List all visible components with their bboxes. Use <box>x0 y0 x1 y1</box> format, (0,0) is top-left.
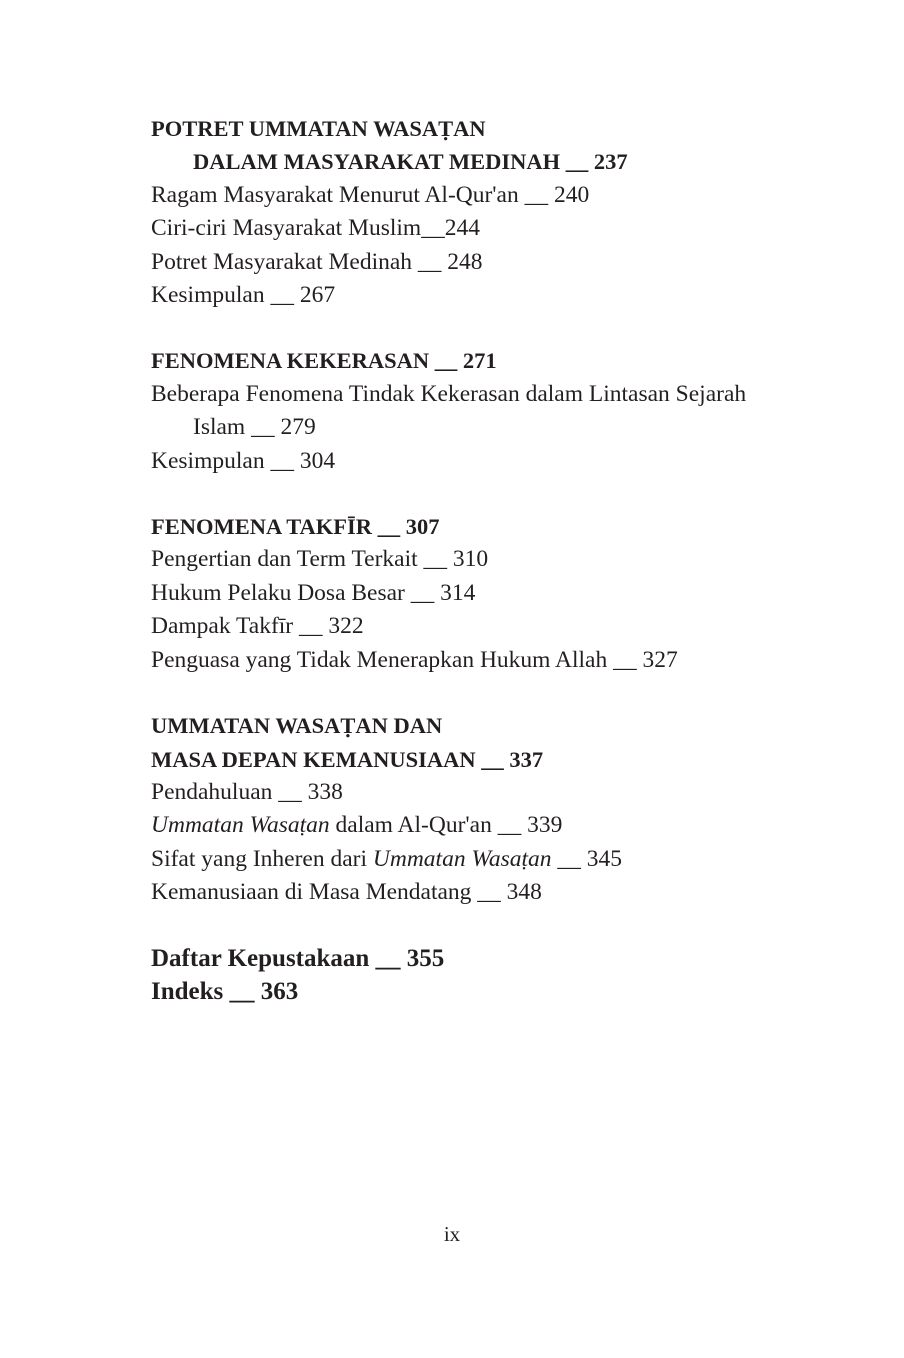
page-number: ix <box>443 1222 461 1246</box>
toc-entry: Hukum Pelaku Dosa Besar __ 314 <box>151 579 476 606</box>
toc-entry: Beberapa Fenomena Tindak Kekerasan dalam Lintasan Sejarah <box>151 380 747 407</box>
table-of-contents <box>151 112 831 1008</box>
toc-section-takfir <box>151 510 831 677</box>
section-spacer <box>151 478 831 510</box>
toc-section-ummatan <box>151 709 831 909</box>
toc-entry <box>151 809 831 842</box>
toc-entry: Ragam Masyarakat Menurut Al-Qur'an __ 240 <box>151 181 590 208</box>
toc-appendix <box>151 942 831 1009</box>
toc-entry-text: Sifat yang Inheren dari <box>151 845 373 872</box>
section-heading: UMMATAN WASAṬAN DAN <box>151 713 443 739</box>
toc-entry: Potret Masyarakat Medinah __ 248 <box>151 248 483 275</box>
bibliography-entry: Daftar Kepustakaan __ 355 <box>151 944 445 972</box>
italic-term: Ummatan Wasaṭan <box>151 812 330 839</box>
toc-entry: Ciri-ciri Masyarakat Muslim__244 <box>151 215 480 242</box>
index-entry: Indeks __ 363 <box>151 977 299 1005</box>
toc-section-potret <box>151 112 831 312</box>
toc-entry <box>151 843 831 876</box>
section-spacer <box>151 312 831 344</box>
toc-entry: Kesimpulan __ 304 <box>151 447 336 474</box>
section-heading-continuation: MASA DEPAN KEMANUSIAAN __ 337 <box>151 746 544 772</box>
toc-entry-text: dalam Al-Qur'an __ 339 <box>329 812 563 839</box>
toc-entry-text: __ 345 <box>551 845 623 872</box>
section-heading-continuation: DALAM MASYARAKAT MEDINAH __ 237 <box>193 149 628 175</box>
toc-entry-continuation: Islam __ 279 <box>193 414 316 441</box>
toc-entry: Dampak Takfīr __ 322 <box>151 613 364 640</box>
italic-term: Ummatan Wasaṭan <box>372 845 552 872</box>
toc-entry: Penguasa yang Tidak Menerapkan Hukum Allah __ 327 <box>151 646 678 673</box>
section-heading: FENOMENA TAKFĪR __ 307 <box>151 514 440 540</box>
toc-entry: Pendahuluan __ 338 <box>151 778 343 805</box>
section-spacer <box>151 910 831 942</box>
toc-entry: Kemanusiaan di Masa Mendatang __ 348 <box>151 879 542 906</box>
section-heading: FENOMENA KEKERASAN __ 271 <box>151 348 497 374</box>
section-heading: POTRET UMMATAN WASAṬAN <box>151 116 486 141</box>
toc-entry: Kesimpulan __ 267 <box>151 282 336 309</box>
toc-section-kekerasan <box>151 344 831 478</box>
toc-entry: Pengertian dan Term Terkait __ 310 <box>151 546 489 573</box>
section-spacer <box>151 677 831 709</box>
